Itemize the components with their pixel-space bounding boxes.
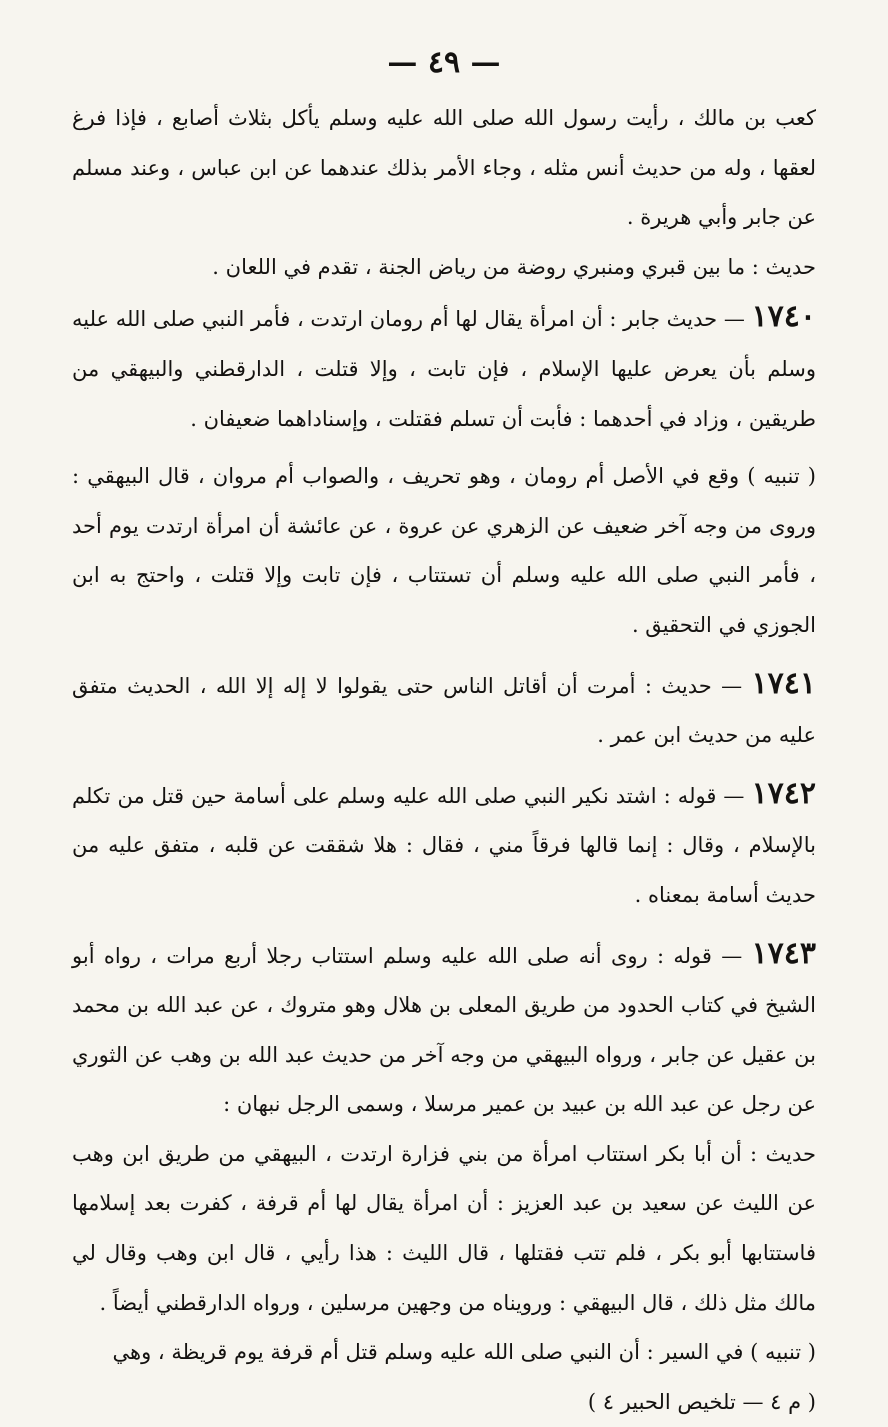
paragraph-text: حديث : ما بين قبري ومنبري روضة من رياض الجنة ، تقدم في اللعان . [212,254,816,279]
paragraph-text: ( تنبيه ) في السير : أن النبي صلى الله عليه وسلم قتل أم قرفة يوم قريظة ، وهي [112,1340,816,1365]
paragraph-note-1 [72,452,816,650]
paragraph-2 [72,243,816,293]
hadith-number: ١٧٤٣ [751,935,816,971]
paragraph-abu-bakr [72,1130,816,1328]
paragraph-1 [72,94,816,243]
hadith-number: ١٧٤٢ [751,775,816,811]
page-footer: ( م ٤ — تلخيص الحبير ٤ ) [587,1389,816,1414]
paragraph-text: — حديث : أمرت أن أقاتل الناس حتى يقولوا لا إله إلا الله ، الحديث متفق عليه من حديث ابن عمر . [72,673,816,748]
page-number: — ٤٩ — [387,45,501,80]
paragraph-1742 [72,769,816,921]
hadith-number: ١٧٤١ [751,665,816,701]
paragraph-1740 [72,292,816,444]
paragraph-1743 [72,929,816,1130]
paragraph-text: — قوله : اشتد نكير النبي صلى الله عليه وسلم على أسامة حين قتل من تكلم بالإسلام ، وقال : إنما قالها فرقاً مني ، فقال : هلا شققت عن قلبه ، متفق عليه من حديث أسامة بمعناه . [72,783,816,907]
paragraph-text: حديث : أن أبا بكر استتاب امرأة من بني فزارة ارتدت ، البيهقي من طريق ابن وهب عن الليث عن سعيد بن عبد العزيز : أن امرأة يقال لها أم قرفة ، كفرت بعد إسلامها فاستتابها أبو بكر ، فلم تتب فقتلها ، قال الليث : هذا رأيي ، قال ابن وهب وقال لي مالك مثل ذلك ، قال البيهقي : ورويناه من وجهين مرسلين ، ورواه الدارقطني أيضاً . [72,1141,816,1315]
paragraph-text: — قوله : روى أنه صلى الله عليه وسلم استتاب رجلا أربع مرات ، رواه أبو الشيخ في كتاب الحدود من طريق المعلى بن هلال وهو متروك ، عن عبد الله بن محمد بن عقيل عن جابر ، ورواه البيهقي من وجه آخر من حديث عبد الله بن وهب عن الثوري عن رجل عن عبد الله بن عبيد بن عمير مرسلا ، وسمى الرجل نبهان : [72,943,816,1117]
paragraph-note-2 [72,1328,816,1378]
hadith-number: ١٧٤٠ [751,299,816,335]
paragraph-text: ( تنبيه ) وقع في الأصل أم رومان ، وهو تحريف ، والصواب أم مروان ، قال البيهقي : وروى من وجه آخر ضعيف عن الزهري عن عروة ، عن عائشة أن امرأة ارتدت يوم أحد ، فأمر النبي صلى الله عليه وسلم أن تستتاب ، فإن تابت وإلا قتلت ، واحتج به ابن الجوزي في التحقيق . [72,464,816,637]
body-text [72,94,816,1378]
paragraph-text: كعب بن مالك ، رأيت رسول الله صلى الله عليه وسلم يأكل بثلاث أصابع ، فإذا فرغ لعقها ، وله من حديث أنس مثله ، وجاء الأمر بذلك عندهما عن ابن عباس ، وعند مسلم عن جابر وأبي هريرة . [72,106,817,230]
paragraph-1741 [72,659,816,761]
paragraph-text: — حديث جابر : أن امرأة يقال لها أم رومان ارتدت ، فأمر النبي صلى الله عليه وسلم بأن يعرض عليها الإسلام ، فإن تابت ، وإلا قتلت ، الدارقطني والبيهقي من طريقين ، وزاد في أحدهما : فأبت أن تسلم فقتلت ، وإسناداهما ضعيفان . [72,307,816,431]
